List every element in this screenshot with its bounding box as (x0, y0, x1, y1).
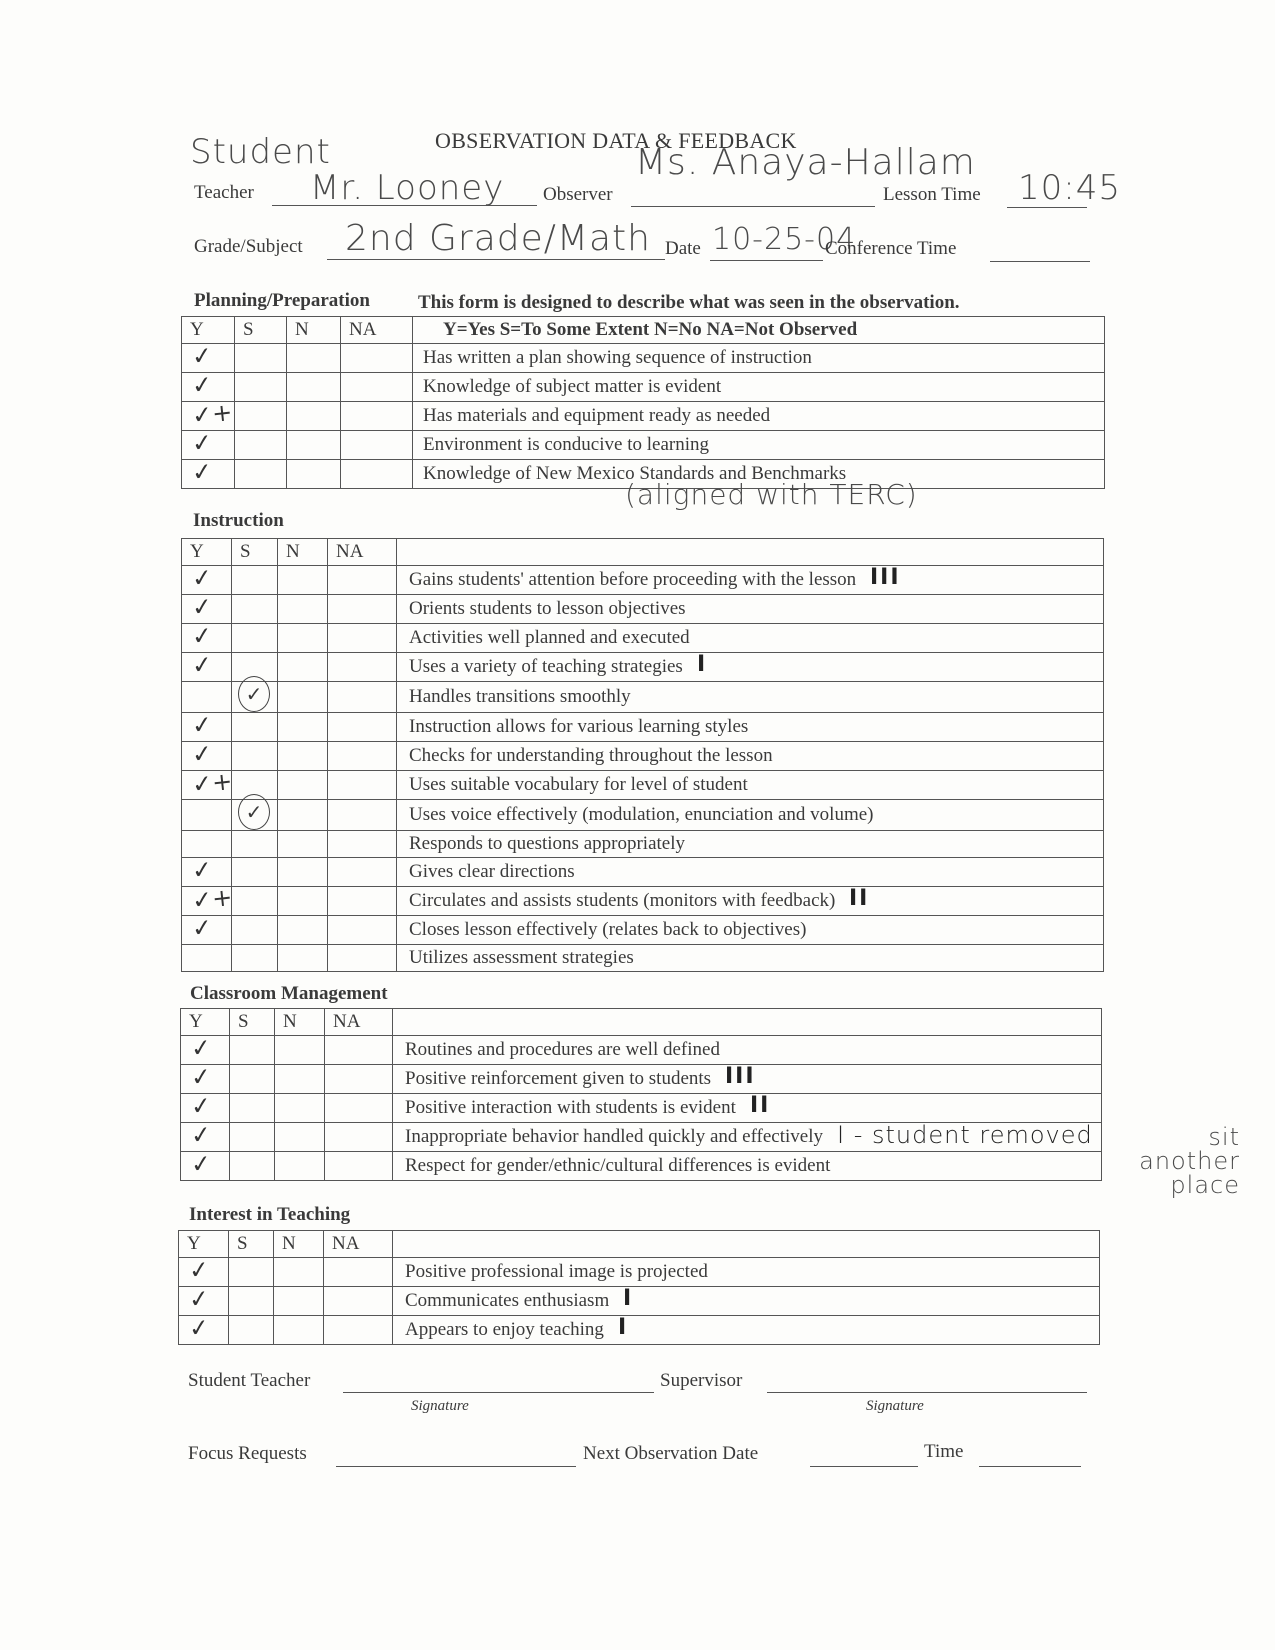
checkbox-cell-s[interactable] (230, 1123, 275, 1152)
col-header-y: Y (179, 1231, 229, 1258)
checkbox-cell-y[interactable] (181, 1033, 230, 1065)
focus-requests-field[interactable] (336, 1466, 576, 1467)
rating-legend: Y=Yes S=To Some Extent N=No NA=Not Observed (413, 317, 1105, 344)
supervisor-signature-field[interactable] (767, 1392, 1087, 1393)
col-header-na: NA (328, 539, 397, 566)
grade-subject-field[interactable]: 2nd Grade/Math (345, 218, 651, 259)
table-row (182, 858, 1104, 887)
tally-marks: I (697, 652, 708, 677)
criterion-cell (393, 1152, 1102, 1181)
criterion-cell (393, 1123, 1102, 1152)
checkbox-cell-na[interactable] (341, 402, 413, 431)
checkbox-cell-n[interactable] (275, 1123, 325, 1152)
checkbox-cell-n[interactable] (274, 1258, 324, 1287)
criterion-label: Positive reinforcement given to students (405, 1068, 712, 1089)
next-observation-label: Next Observation Date (583, 1443, 759, 1464)
check-mark-icon: ✓ (190, 650, 214, 680)
form-instructions: This form is designed to describe what was seen in the observation. (418, 292, 960, 313)
checkbox-cell-s[interactable] (229, 1258, 274, 1287)
date-field-line[interactable] (710, 260, 823, 261)
criterion-label: Respect for gender/ethnic/cultural differences is evident (405, 1155, 831, 1176)
grade-subject-label: Grade/Subject (194, 236, 303, 257)
check-mark-icon: ✓ (190, 913, 214, 943)
checkbox-cell-n[interactable] (275, 1036, 325, 1065)
next-observation-date-field[interactable] (810, 1466, 918, 1467)
checkbox-cell-na[interactable] (324, 1287, 393, 1316)
checkbox-cell-s[interactable] (230, 1036, 275, 1065)
checkbox-cell-s[interactable] (230, 1152, 275, 1181)
checkbox-cell-y[interactable] (182, 428, 235, 460)
criterion-label: Knowledge of New Mexico Standards and Benchmarks (423, 463, 847, 484)
classroom-table (180, 1008, 1102, 1181)
checkbox-cell-s[interactable] (232, 566, 278, 595)
checkbox-cell-s[interactable] (232, 713, 278, 742)
table-row (182, 566, 1104, 595)
checkbox-cell-na[interactable] (325, 1094, 393, 1123)
criterion-cell (393, 1065, 1102, 1094)
check-mark-icon: ✓ (190, 739, 214, 769)
col-header-s: S (230, 1009, 275, 1036)
checkbox-cell-s[interactable] (232, 916, 278, 945)
observer-field-line[interactable] (631, 206, 875, 207)
checkbox-cell-na[interactable] (328, 771, 397, 800)
table-row (182, 431, 1105, 460)
checkbox-cell-y[interactable] (182, 739, 232, 771)
table-row (182, 624, 1104, 653)
criterion-cell (397, 566, 1104, 595)
col-header-na: NA (325, 1009, 393, 1036)
date-field[interactable]: 10-25-04 (712, 222, 857, 257)
col-header-na: NA (341, 317, 413, 344)
checkbox-cell-y[interactable] (181, 1120, 230, 1152)
column-header-row (182, 539, 1104, 566)
table-row (182, 595, 1104, 624)
circled-check-icon: ✓ (238, 794, 270, 830)
observer-field[interactable]: Ms. Anaya-Hallam (635, 142, 976, 183)
checkbox-cell-na[interactable] (341, 344, 413, 373)
checkbox-cell-y[interactable] (181, 1091, 230, 1123)
checkbox-cell-na[interactable] (328, 887, 397, 916)
lesson-time-field[interactable]: 10:45 (1018, 168, 1121, 208)
table-row (179, 1316, 1100, 1345)
checkbox-cell-n[interactable] (278, 771, 328, 800)
teacher-label: Teacher (194, 182, 254, 203)
checkbox-cell-n[interactable] (278, 595, 328, 624)
check-mark-icon: ✓+ (190, 766, 234, 800)
criterion-cell (397, 624, 1104, 653)
criterion-label: Checks for understanding throughout the lesson (409, 745, 773, 766)
table-row (182, 800, 1104, 831)
col-header-s: S (235, 317, 287, 344)
checkbox-cell-y[interactable] (182, 370, 235, 402)
tally-marks: I (623, 1286, 634, 1311)
checkbox-cell-y[interactable] (182, 592, 232, 624)
criterion-label: Communicates enthusiasm (405, 1290, 610, 1311)
checkbox-cell-n[interactable] (287, 344, 341, 373)
col-header-na: NA (324, 1231, 393, 1258)
checkbox-cell-na[interactable] (328, 831, 397, 858)
criterion-label: Handles transitions smoothly (409, 686, 631, 707)
checkbox-cell-s[interactable] (232, 831, 278, 858)
checkbox-cell-na[interactable] (328, 713, 397, 742)
criterion-cell (413, 373, 1105, 402)
checkbox-cell-n[interactable] (274, 1316, 324, 1345)
checkbox-cell-y[interactable] (181, 1062, 230, 1094)
criterion-label: Gains students' attention before proceeding with the lesson (409, 569, 857, 590)
checkbox-cell-na[interactable] (324, 1258, 393, 1287)
checkbox-cell-s[interactable] (229, 1316, 274, 1345)
table-row (182, 402, 1105, 431)
criterion-label: Gives clear directions (409, 861, 575, 882)
criterion-label: Uses a variety of teaching strategies (409, 656, 683, 677)
instruction-section-title: Instruction (193, 510, 284, 531)
check-mark-icon: ✓ (189, 1149, 213, 1179)
table-row (182, 373, 1105, 402)
checkbox-cell-n[interactable] (287, 402, 341, 431)
checkbox-cell-y[interactable] (182, 621, 232, 653)
criterion-label: Positive interaction with students is evident (405, 1097, 736, 1118)
check-mark-icon: ✓ (190, 621, 214, 651)
time-label: Time (924, 1441, 964, 1462)
checkbox-cell-na[interactable] (324, 1316, 393, 1345)
table-row (182, 713, 1104, 742)
checkbox-cell-na[interactable] (328, 800, 397, 831)
standards-note: (aligned with TERC) (625, 478, 918, 511)
checkbox-cell-n[interactable] (278, 831, 328, 858)
checkbox-cell-n[interactable] (287, 431, 341, 460)
checkbox-cell-n[interactable] (278, 858, 328, 887)
checkbox-cell-na[interactable] (328, 858, 397, 887)
col-header-n: N (274, 1231, 324, 1258)
column-header-row (181, 1009, 1102, 1036)
checkbox-cell-n[interactable] (275, 1065, 325, 1094)
checkbox-cell-y[interactable] (182, 766, 234, 800)
col-header-s: S (232, 539, 278, 566)
checkbox-cell-s[interactable] (235, 431, 287, 460)
classroom-section-title: Classroom Management (190, 983, 388, 1004)
checkbox-cell-y[interactable] (179, 1313, 229, 1345)
next-observation-time-field[interactable] (979, 1466, 1081, 1467)
criterion-label: Responds to questions appropriately (409, 833, 685, 854)
date-label: Date (665, 238, 701, 259)
checkbox-cell-y[interactable] (182, 650, 232, 682)
col-header-y: Y (181, 1009, 230, 1036)
checkbox-cell-n[interactable] (278, 800, 328, 831)
checkbox-cell-n[interactable] (274, 1287, 324, 1316)
focus-requests-label: Focus Requests (188, 1443, 307, 1464)
criterion-cell (397, 595, 1104, 624)
criterion-cell (397, 682, 1104, 713)
side-note-line-1: sit another (1139, 1123, 1240, 1175)
checkbox-cell-s[interactable] (232, 624, 278, 653)
criterion-label: Routines and procedures are well defined (405, 1039, 720, 1060)
check-mark-icon: ✓ (189, 1033, 213, 1063)
checkbox-cell-n[interactable] (275, 1094, 325, 1123)
check-mark-icon: ✓ (190, 341, 214, 371)
criterion-label: Has written a plan showing sequence of instruction (423, 347, 812, 368)
supervisor-label: Supervisor (660, 1370, 743, 1391)
table-row (182, 682, 1104, 713)
checkbox-cell-s[interactable] (230, 1094, 275, 1123)
checkbox-cell-na[interactable] (328, 682, 397, 713)
instruction-table (181, 538, 1104, 972)
col-header-n: N (278, 539, 328, 566)
table-row (179, 1258, 1100, 1287)
checkbox-cell-n[interactable] (278, 566, 328, 595)
checkbox-cell-n[interactable] (278, 742, 328, 771)
criterion-label: Has materials and equipment ready as needed (423, 405, 771, 426)
student-teacher-label: Student Teacher (188, 1370, 311, 1391)
tally-marks: III (870, 565, 901, 590)
criterion-label: Uses voice effectively (modulation, enunciation and volume) (409, 804, 874, 825)
checkbox-cell-na[interactable] (341, 460, 413, 489)
criterion-cell (397, 771, 1104, 800)
checkbox-cell-n[interactable] (278, 682, 328, 713)
planning-table (181, 316, 1105, 489)
check-mark-icon: ✓ (187, 1313, 211, 1343)
table-row (181, 1094, 1102, 1123)
lesson-time-label: Lesson Time (883, 184, 981, 205)
criterion-label: Activities well planned and executed (409, 627, 690, 648)
checkbox-cell-n[interactable] (278, 653, 328, 682)
checkbox-cell-y[interactable] (182, 457, 235, 489)
criterion-cell (393, 1287, 1100, 1316)
checkbox-cell-n[interactable] (278, 624, 328, 653)
form-title: OBSERVATION DATA & FEEDBACK (435, 128, 797, 153)
table-row (181, 1123, 1102, 1152)
table-row (181, 1152, 1102, 1181)
checkbox-cell-na[interactable] (328, 566, 397, 595)
criterion-label: Closes lesson effectively (relates back to objectives) (409, 919, 807, 940)
tally-marks: III (725, 1064, 756, 1089)
checkbox-cell-s[interactable] (232, 945, 278, 972)
table-row (182, 831, 1104, 858)
grade-subject-field-line[interactable] (327, 259, 665, 260)
table-row (182, 344, 1105, 373)
checkbox-cell-na[interactable] (328, 945, 397, 972)
criterion-cell (393, 1258, 1100, 1287)
checkbox-cell-y[interactable] (181, 1149, 230, 1181)
checkbox-cell-n[interactable] (287, 460, 341, 489)
check-mark-icon: ✓ (187, 1284, 211, 1314)
check-mark-icon: ✓ (190, 370, 214, 400)
col-header-y: Y (182, 539, 232, 566)
checkbox-cell-s[interactable] (235, 460, 287, 489)
checkbox-cell-na[interactable] (325, 1123, 393, 1152)
check-mark-icon: ✓+ (190, 882, 234, 916)
criterion-label: Circulates and assists students (monitors with feedback) (409, 890, 836, 911)
blank-header (393, 1231, 1100, 1258)
check-mark-icon: ✓+ (190, 397, 234, 431)
checkbox-cell-y[interactable] (179, 1284, 229, 1316)
conference-time-label: Conference Time (825, 238, 957, 259)
criterion-cell (413, 344, 1105, 373)
criterion-label: Orients students to lesson objectives (409, 598, 686, 619)
criterion-cell (393, 1094, 1102, 1123)
checkbox-cell-na[interactable] (328, 916, 397, 945)
checkbox-cell-s[interactable] (232, 858, 278, 887)
check-mark-icon: ✓ (189, 1120, 213, 1150)
check-mark-icon: ✓ (190, 855, 214, 885)
check-mark-icon: ✓ (190, 710, 214, 740)
tally-marks: I (618, 1315, 629, 1340)
check-mark-icon: ✓ (189, 1091, 213, 1121)
criterion-label: Positive professional image is projected (405, 1261, 708, 1282)
checkbox-cell-y[interactable] (182, 913, 232, 945)
criterion-cell (397, 887, 1104, 916)
tally-marks: II (750, 1093, 771, 1118)
checkbox-cell-na[interactable] (328, 624, 397, 653)
criterion-cell (397, 653, 1104, 682)
checkbox-cell-s[interactable] (232, 595, 278, 624)
col-header-n: N (275, 1009, 325, 1036)
check-mark-icon: ✓ (190, 457, 214, 487)
checkbox-cell-na[interactable] (341, 431, 413, 460)
checkbox-cell-n[interactable] (275, 1152, 325, 1181)
column-header-row (179, 1231, 1100, 1258)
criterion-cell (393, 1036, 1102, 1065)
checkbox-cell-s[interactable] (232, 742, 278, 771)
supervisor-signature-caption: Signature (866, 1398, 924, 1414)
interest-table (178, 1230, 1100, 1345)
checkbox-cell-y[interactable] (182, 831, 232, 858)
check-mark-icon: ✓ (189, 1062, 213, 1092)
blank-header (397, 539, 1104, 566)
criterion-cell (397, 742, 1104, 771)
checkbox-cell-s[interactable] (232, 887, 278, 916)
criterion-cell (393, 1316, 1100, 1345)
criterion-cell (413, 431, 1105, 460)
checkbox-cell-n[interactable] (287, 373, 341, 402)
classroom-side-note (1115, 1125, 1240, 1197)
checkbox-cell-s[interactable] (232, 800, 278, 831)
table-row (182, 771, 1104, 800)
checkbox-cell-na[interactable] (328, 653, 397, 682)
col-header-s: S (229, 1231, 274, 1258)
table-row (181, 1065, 1102, 1094)
criterion-label: Utilizes assessment strategies (409, 947, 634, 968)
checkbox-cell-s[interactable] (230, 1065, 275, 1094)
planning-section-title: Planning/Preparation (194, 290, 370, 311)
checkbox-cell-na[interactable] (341, 373, 413, 402)
criterion-cell (413, 402, 1105, 431)
checkbox-cell-y[interactable] (182, 682, 232, 713)
checkbox-cell-y[interactable] (182, 563, 232, 595)
table-row (182, 887, 1104, 916)
checkbox-cell-y[interactable] (179, 1255, 229, 1287)
criterion-label: Instruction allows for various learning styles (409, 716, 749, 737)
teacher-field[interactable]: Mr. Looney (310, 168, 505, 208)
student-prefix-handwritten: Student (190, 132, 331, 172)
checkbox-cell-s[interactable] (232, 682, 278, 713)
table-row (182, 916, 1104, 945)
column-header-row (182, 317, 1105, 344)
criterion-label: Environment is conducive to learning (423, 434, 709, 455)
checkbox-cell-s[interactable] (235, 402, 287, 431)
col-header-y: Y (182, 317, 235, 344)
checkbox-cell-na[interactable] (325, 1036, 393, 1065)
col-header-n: N (287, 317, 341, 344)
checkbox-cell-na[interactable] (328, 742, 397, 771)
criterion-label: Inappropriate behavior handled quickly and effectively (405, 1126, 824, 1147)
criterion-label: Uses suitable vocabulary for level of student (409, 774, 748, 795)
check-mark-icon: ✓ (190, 563, 214, 593)
tally-marks: I - student removed (837, 1121, 1093, 1149)
criterion-cell (397, 858, 1104, 887)
side-note-line-2: place (1170, 1171, 1240, 1199)
checkbox-cell-n[interactable] (278, 713, 328, 742)
check-mark-icon: ✓ (190, 592, 214, 622)
blank-header (393, 1009, 1102, 1036)
criterion-cell (397, 945, 1104, 972)
checkbox-cell-s[interactable] (229, 1287, 274, 1316)
checkbox-cell-n[interactable] (278, 916, 328, 945)
checkbox-cell-n[interactable] (278, 887, 328, 916)
checkbox-cell-y[interactable] (182, 882, 234, 916)
checkbox-cell-y[interactable] (182, 855, 232, 887)
criterion-label: Knowledge of subject matter is evident (423, 376, 722, 397)
checkbox-cell-y[interactable] (182, 397, 235, 431)
checkbox-cell-y[interactable] (182, 710, 232, 742)
table-row (179, 1287, 1100, 1316)
checkbox-cell-y[interactable] (182, 800, 232, 831)
observer-label: Observer (543, 184, 613, 205)
tally-marks: II (849, 886, 870, 911)
conference-time-field[interactable] (990, 261, 1090, 262)
table-row (181, 1036, 1102, 1065)
check-mark-icon: ✓ (190, 428, 214, 458)
checkbox-cell-na[interactable] (328, 595, 397, 624)
criterion-cell (397, 831, 1104, 858)
criterion-cell (397, 916, 1104, 945)
checkbox-cell-na[interactable] (325, 1065, 393, 1094)
checkbox-cell-s[interactable] (235, 373, 287, 402)
table-row (182, 653, 1104, 682)
table-row (182, 945, 1104, 972)
circled-check-icon: ✓ (238, 676, 270, 712)
student-teacher-signature-field[interactable] (343, 1392, 654, 1393)
check-mark-icon: ✓ (187, 1255, 211, 1285)
checkbox-cell-s[interactable] (235, 344, 287, 373)
interest-section-title: Interest in Teaching (189, 1204, 351, 1225)
checkbox-cell-y[interactable] (182, 341, 235, 373)
criterion-cell (397, 713, 1104, 742)
criterion-cell (397, 800, 1104, 831)
checkbox-cell-na[interactable] (325, 1152, 393, 1181)
checkbox-cell-y[interactable] (182, 945, 232, 972)
table-row (182, 742, 1104, 771)
criterion-label: Appears to enjoy teaching (405, 1319, 604, 1340)
student-teacher-signature-caption: Signature (411, 1398, 469, 1414)
checkbox-cell-n[interactable] (278, 945, 328, 972)
